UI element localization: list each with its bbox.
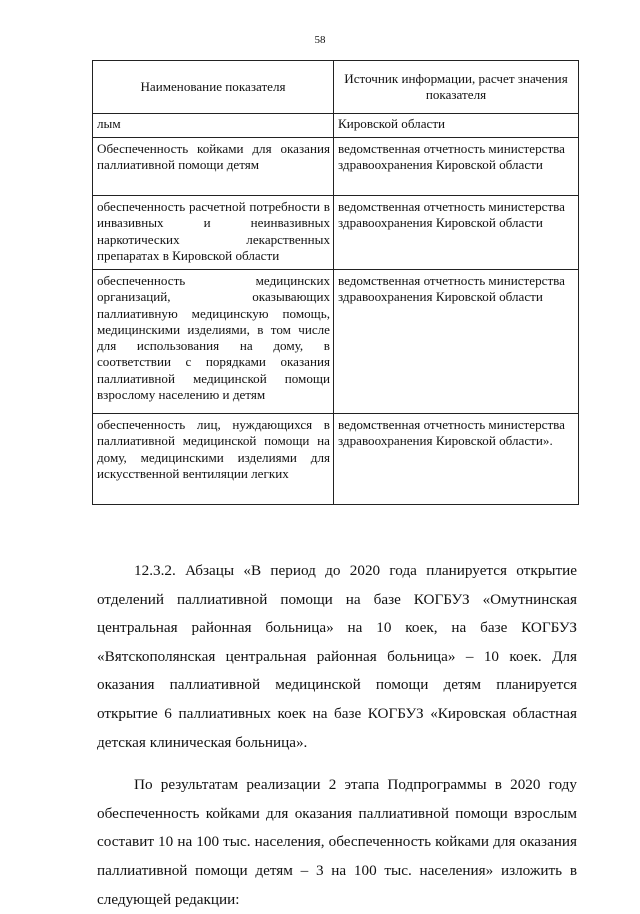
indicator-cell: обеспеченность расчетной потребности в инвазивных и неинвазивных наркотических лекарственных препаратах в Кировской области	[93, 196, 334, 270]
source-cell: Кировской области	[334, 114, 579, 138]
header-indicator-name: Наименование показателя	[93, 61, 334, 114]
indicator-cell: обеспеченность лиц, нуждающихся в паллиативной медицинской помощи на дому, медицинскими изделиями для искусственной вентиляции легких	[93, 414, 334, 505]
source-cell: ведомственная отчетность министерства здравоохранения Кировской области».	[334, 414, 579, 505]
indicator-cell: лым	[93, 114, 334, 138]
source-cell: ведомственная отчетность министерства здравоохранения Кировской области	[334, 270, 579, 414]
indicator-cell: обеспеченность медицинских организаций, оказывающих паллиативную медицинскую помощь, медицинскими изделиями, в том числе для использования на дому, в соответствии с порядками оказания паллиативной медицинской помощи взрослому населению и детям	[93, 270, 334, 414]
table-header-row	[93, 61, 579, 114]
indicators-table	[92, 60, 579, 505]
source-cell: ведомственная отчетность министерства здравоохранения Кировской области	[334, 196, 579, 270]
indicator-cell: Обеспеченность койками для оказания паллиативной помощи детям	[93, 138, 334, 196]
source-cell: ведомственная отчетность министерства здравоохранения Кировской области	[334, 138, 579, 196]
header-information-source: Источник информации, расчет значения показателя	[334, 61, 579, 114]
table-row	[93, 138, 579, 196]
table-row	[93, 114, 579, 138]
table-row	[93, 196, 579, 270]
page-number: 58	[314, 34, 326, 46]
paragraph-results: По результатам реализации 2 этапа Подпрограммы в 2020 году обеспеченность койками для оказания паллиативной помощи взрослым составит 10 на 100 тыс. населения, обеспеченность койками для оказания паллиативной помощи детям – 3 на 100 тыс. населения» изложить в следующей редакции:	[97, 776, 577, 908]
paragraph-12-3-2: 12.3.2. Абзацы «В период до 2020 года планируется открытие отделений паллиативной помощи на базе КОГБУЗ «Омутнинская центральная районная больница» на 10 коек, на базе КОГБУЗ «Вятскополянская центральная районная больница» – 10 коек. Для оказания паллиативной медицинской помощи детям планируется открытие 6 паллиативных коек на базе КОГБУЗ «Кировская областная детская клиническая больница».	[97, 562, 577, 751]
table-row	[93, 414, 579, 505]
table-row	[93, 270, 579, 414]
body-text	[97, 557, 577, 914]
